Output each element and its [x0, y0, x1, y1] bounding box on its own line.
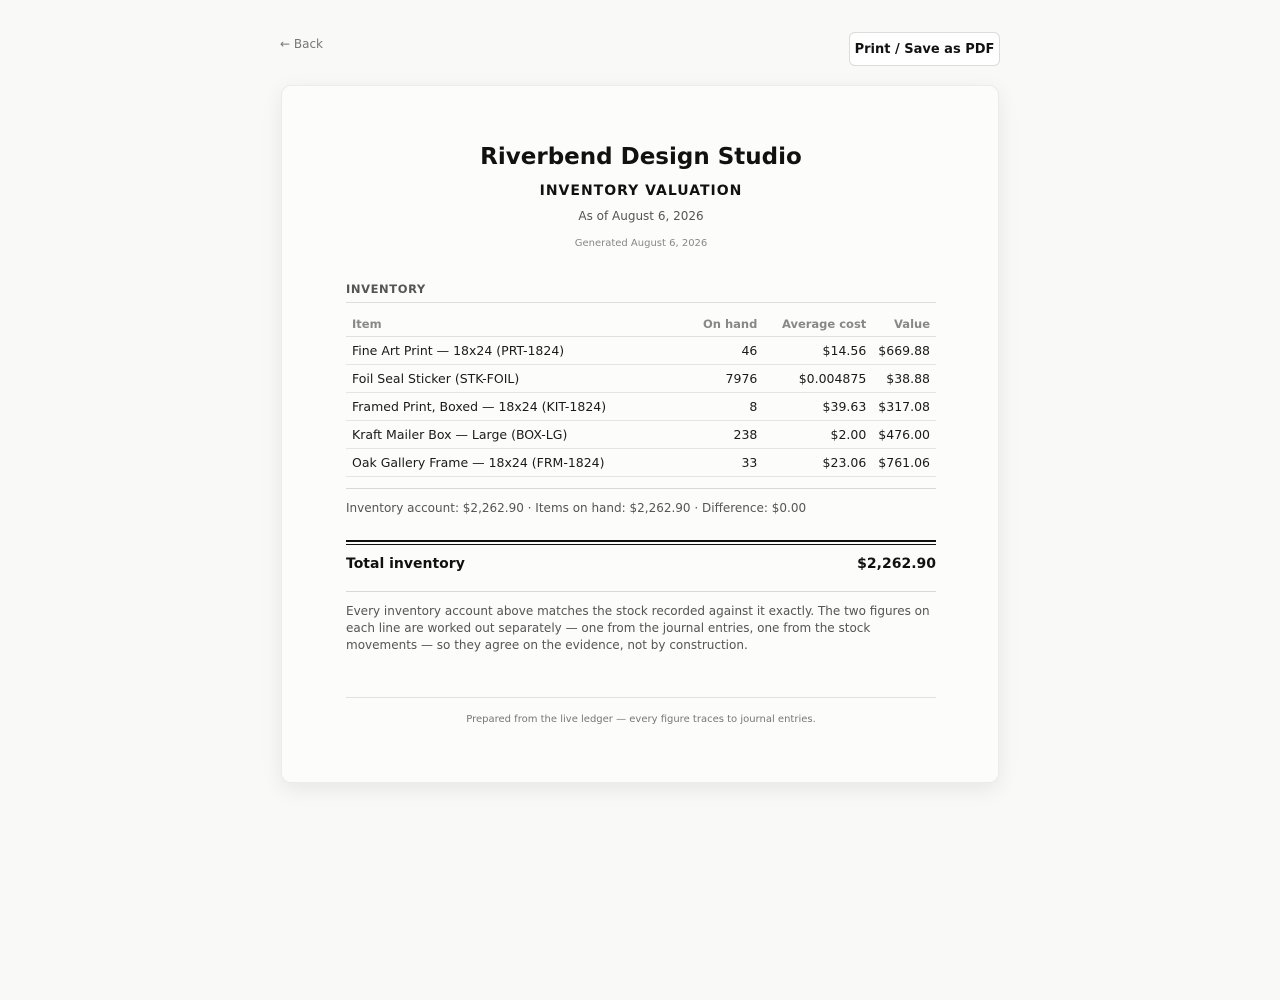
inventory-table [346, 311, 936, 477]
table-row [346, 337, 936, 365]
on-hand-cell: 33 [678, 449, 763, 477]
value-cell: $669.88 [872, 337, 936, 365]
value-cell: $761.06 [872, 449, 936, 477]
generated-date: Generated August 6, 2026 [574, 238, 708, 249]
value-cell: $317.08 [872, 393, 936, 421]
average-cost-cell: $14.56 [763, 337, 872, 365]
section-title: INVENTORY [346, 282, 936, 303]
company-name: Riverbend Design Studio [480, 144, 802, 170]
table-header-row [346, 311, 936, 337]
average-cost-cell: $2.00 [763, 421, 872, 449]
average-cost-cell: $23.06 [763, 449, 872, 477]
report-footer: Prepared from the live ledger — every figure traces to journal entries. [466, 714, 816, 725]
on-hand-cell: 8 [678, 393, 763, 421]
on-hand-cell: 238 [678, 421, 763, 449]
column-header-item: Item [346, 311, 678, 337]
column-header-value: Value [872, 311, 936, 337]
report-title: INVENTORY VALUATION [539, 183, 743, 199]
divider [346, 591, 936, 592]
table-row [346, 449, 936, 477]
top-bar [280, 32, 1000, 68]
total-row [346, 556, 936, 576]
column-header-average-cost: Average cost [763, 311, 872, 337]
back-link[interactable]: ← Back [280, 37, 324, 51]
on-hand-cell: 7976 [678, 365, 763, 393]
item-cell: Kraft Mailer Box — Large (BOX-LG) [346, 421, 678, 449]
value-cell: $476.00 [872, 421, 936, 449]
table-row [346, 365, 936, 393]
print-save-pdf-button[interactable]: Print / Save as PDF [849, 32, 1000, 66]
item-cell: Fine Art Print — 18x24 (PRT-1824) [346, 337, 678, 365]
as-of-date: As of August 6, 2026 [578, 209, 704, 223]
value-cell: $38.88 [872, 365, 936, 393]
table-row [346, 393, 936, 421]
total-value: $2,262.90 [857, 556, 936, 572]
footer-divider [346, 697, 936, 698]
average-cost-cell: $0.004875 [763, 365, 872, 393]
total-divider [346, 540, 936, 545]
report-card [281, 85, 999, 783]
on-hand-cell: 46 [678, 337, 763, 365]
table-row [346, 421, 936, 449]
reconciliation-summary: Inventory account: $2,262.90 · Items on hand: $2,262.90 · Difference: $0.00 [346, 501, 807, 515]
item-cell: Oak Gallery Frame — 18x24 (FRM-1824) [346, 449, 678, 477]
total-label: Total inventory [346, 556, 465, 572]
item-cell: Framed Print, Boxed — 18x24 (KIT-1824) [346, 393, 678, 421]
column-header-on-hand: On hand [678, 311, 763, 337]
item-cell: Foil Seal Sticker (STK-FOIL) [346, 365, 678, 393]
reconciliation-note: Every inventory account above matches the stock recorded against it exactly. The two figures on each line are worked out separately — one from the journal entries, one from the stock movements — so they agree on the evidence, not by construction. [346, 604, 930, 652]
divider [346, 488, 936, 489]
average-cost-cell: $39.63 [763, 393, 872, 421]
